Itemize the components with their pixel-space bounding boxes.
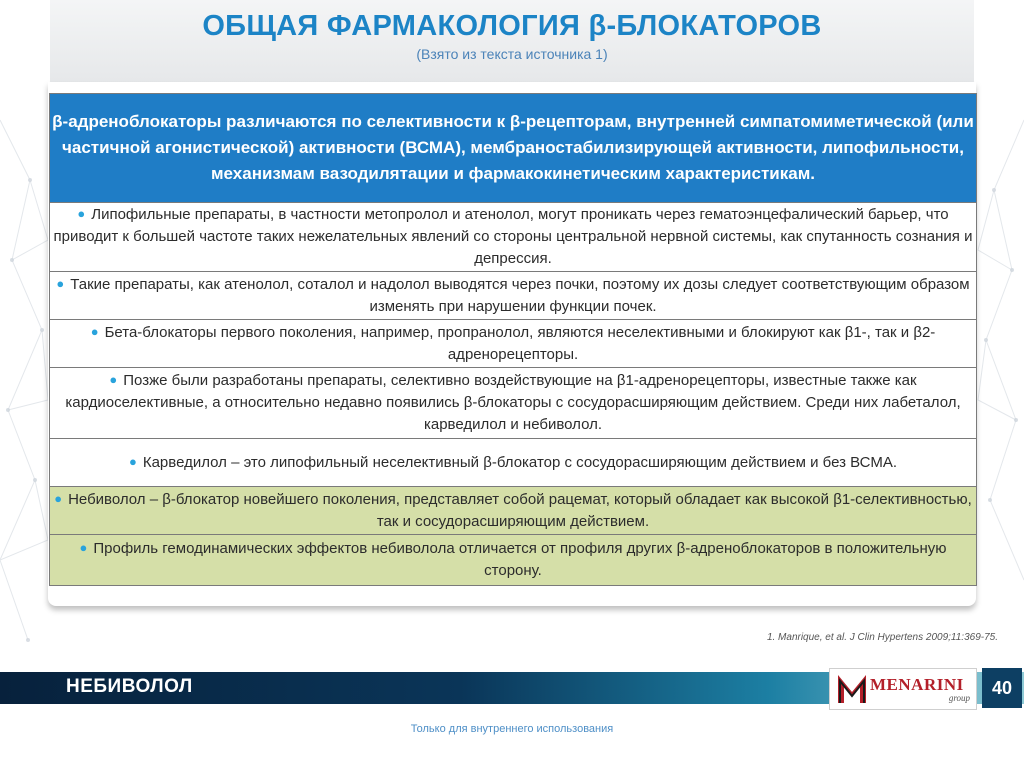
table-header-row: [50, 94, 977, 203]
table-row: [50, 535, 977, 586]
row-text: Позже были разработаны препараты, селективно воздействующие на β1-адренорецепторы, известные также как кардиоселективные, а относительно недавно появились β-блокаторы с сосудорасширяющим действием. Среди них лабеталол, карведилол и небиволол.: [65, 372, 961, 433]
row-text: Небиволол – β-блокатор новейшего поколения, представляет собой рацемат, который обладает как высокой β1-селективностью, так и сосудорасширяющим действием.: [68, 490, 972, 530]
table-cell: [50, 203, 977, 272]
table-cell: [50, 272, 977, 320]
row-text: Карведилол – это липофильный неселективный β-блокатор с сосудорасширяющим действием и без ВСМА.: [142, 453, 897, 471]
page-number: 40: [982, 668, 1022, 708]
table-cell-highlight: [50, 535, 977, 586]
row-text: Профиль гемодинамических эффектов небиволола отличается от профиля других β-адреноблокаторов в положительную сторону.: [93, 540, 947, 579]
bullet-dot-icon: ●: [79, 540, 88, 555]
row-text: Такие препараты, как атенолол, соталол и надолол выводятся через почки, поэтому их дозы следует соответствующим образом изменять при нарушении функции почек.: [70, 275, 970, 315]
bullet-dot-icon: ●: [77, 206, 86, 221]
bullet-dot-icon: ●: [109, 372, 118, 387]
footer-title: НЕБИВОЛОЛ: [66, 676, 193, 697]
table-cell: [50, 320, 977, 368]
menarini-m-logo-icon: [836, 672, 868, 705]
menarini-logo: [829, 668, 977, 710]
bullet-dot-icon: ●: [128, 453, 137, 469]
slide-title: ОБЩАЯ ФАРМАКОЛОГИЯ β-БЛОКАТОРОВ: [202, 10, 822, 42]
table-header-text: β-адреноблокаторы различаются по селективности к β-рецепторам, внутренней симпатомиметической (или частичной агонистической) активности (ВСМА), мембраностабилизирующей активности, липофильности, механизмам вазодилятации и фармакокинетическим характеристикам.: [52, 112, 974, 183]
info-table: [49, 93, 977, 586]
table-row: [50, 487, 977, 535]
table-cell-highlight: [50, 487, 977, 535]
slide-subtitle: (Взято из текста источника 1): [416, 46, 608, 62]
logo-text: MENARINI: [870, 675, 964, 694]
citation: 1. Manrique, et al. J Clin Hypertens 2009;11:369-75.: [766, 632, 998, 643]
logo-subtext: group: [948, 693, 970, 703]
table-cell: [50, 439, 977, 487]
table-row: [50, 203, 977, 272]
table-header-cell: [50, 94, 977, 203]
row-text: Бета-блокаторы первого поколения, например, пропранолол, являются неселективными и блокируют как β1-, так и β2-адренорецепторы.: [104, 323, 936, 363]
table-row: [50, 368, 977, 439]
table-row: [50, 272, 977, 320]
table-row: [50, 320, 977, 368]
internal-use-note: Только для внутреннего использования: [410, 723, 614, 735]
table-row: [50, 439, 977, 487]
bullet-dot-icon: ●: [56, 275, 65, 291]
bullet-dot-icon: ●: [54, 490, 63, 506]
bullet-dot-icon: ●: [90, 323, 99, 339]
table-cell: [50, 368, 977, 439]
row-text: Липофильные препараты, в частности метопролол и атенолол, могут проникать через гематоэнцефалический барьер, что приводит к большей частоте таких нежелательных явлений со стороны центральной нервной системы, как спутанность сознания и депрессия.: [53, 206, 973, 267]
